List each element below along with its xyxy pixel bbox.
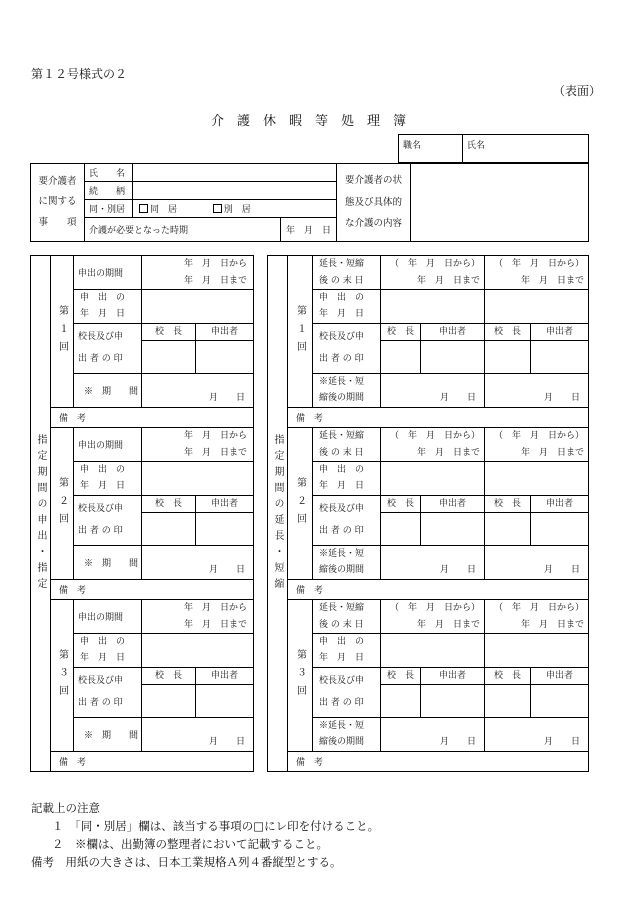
right-principal-seal-a-2[interactable]: 校 長 — [381, 496, 421, 546]
right-kome-label-3: ※延長・短 縮後の期間 — [313, 718, 381, 752]
left-date-label-3: 申 出 の 年 月 日 — [74, 634, 142, 668]
left-kome-label-1: ※ 期 間 — [74, 374, 142, 408]
job-field[interactable] — [399, 135, 463, 163]
right-remarks-3[interactable]: 備 考 — [288, 752, 589, 772]
right-applicant-seal-b-1[interactable]: 申出者 — [531, 324, 589, 374]
right-ext-b-1[interactable]: （ 年 月 日から） 年 月 日まで — [485, 256, 589, 290]
left-round-2: 第２回 — [51, 428, 74, 580]
right-principal-seal-b-3[interactable]: 校 長 — [485, 668, 531, 718]
separate-house-checkbox[interactable] — [213, 204, 222, 213]
right-vertical-title: 指定期間の延長・短縮 — [268, 256, 288, 772]
care-name-input[interactable] — [133, 164, 337, 182]
right-round-1: 第１回 — [288, 256, 313, 408]
left-kome-3[interactable]: 月 日 — [142, 718, 254, 752]
left-remarks-3[interactable]: 備 考 — [51, 752, 254, 772]
right-kome-a-1[interactable]: 月 日 — [381, 374, 485, 408]
care-start-date[interactable]: 年 月 日 — [281, 218, 337, 242]
right-remarks-1[interactable]: 備 考 — [288, 408, 589, 428]
right-applicant-seal-a-1[interactable]: 申出者 — [421, 324, 485, 374]
right-ext-b-2[interactable]: （ 年 月 日から） 年 月 日まで — [485, 428, 589, 462]
left-designation-table — [30, 255, 254, 772]
right-date-b-1[interactable] — [485, 290, 589, 324]
right-date-label-1: 申 出 の 年 月 日 — [313, 290, 381, 324]
right-date-b-2[interactable] — [485, 462, 589, 496]
right-applicant-seal-a-2[interactable]: 申出者 — [421, 496, 485, 546]
right-seal-label-2: 校長及び申 出 者 の 印 — [313, 496, 381, 546]
right-ext-b-3[interactable]: （ 年 月 日から） 年 月 日まで — [485, 600, 589, 634]
left-period-3[interactable]: 年 月 日から 年 月 日まで — [142, 600, 254, 634]
left-principal-seal-1[interactable]: 校 長 — [142, 324, 196, 374]
right-date-a-3[interactable] — [381, 634, 485, 668]
job-label: 職名 — [403, 141, 422, 151]
right-kome-b-3[interactable]: 月 日 — [485, 718, 589, 752]
left-date-label-1: 申 出 の 年 月 日 — [74, 290, 142, 324]
right-kome-label-1: ※延長・短 縮後の期間 — [313, 374, 381, 408]
right-applicant-seal-b-3[interactable]: 申出者 — [531, 668, 589, 718]
relation-row-label: 続 柄 — [85, 182, 133, 200]
right-ext-label-3: 延長・短縮 後 の 末 日 — [313, 600, 381, 634]
job-name-table — [398, 134, 589, 163]
left-period-1[interactable]: 年 月 日から 年 月 日まで — [142, 256, 254, 290]
left-date-2[interactable] — [142, 462, 254, 496]
notes-heading: 記載上の注意 — [31, 801, 100, 815]
left-remarks-1[interactable]: 備 考 — [51, 408, 254, 428]
left-round-3: 第３回 — [51, 600, 74, 752]
right-kome-a-2[interactable]: 月 日 — [381, 546, 485, 580]
right-kome-a-3[interactable]: 月 日 — [381, 718, 485, 752]
right-principal-seal-a-3[interactable]: 校 長 — [381, 668, 421, 718]
care-group-label: 要介護者 に関する 事 項 — [31, 164, 85, 242]
left-seal-label-1: 校長及び申 出 者 の 印 — [74, 324, 142, 374]
right-seal-label-3: 校長及び申 出 者 の 印 — [313, 668, 381, 718]
right-principal-seal-b-2[interactable]: 校 長 — [485, 496, 531, 546]
note-remark: 備考 用紙の大きさは、日本工業規格Ａ列４番縦型とする。 — [31, 855, 342, 869]
right-date-label-3: 申 出 の 年 月 日 — [313, 634, 381, 668]
left-principal-seal-2[interactable]: 校 長 — [142, 496, 196, 546]
left-kome-1[interactable]: 月 日 — [142, 374, 254, 408]
left-kome-label-3: ※ 期 間 — [74, 718, 142, 752]
left-period-label-2: 申出の期間 — [74, 428, 142, 462]
left-period-label-1: 申出の期間 — [74, 256, 142, 290]
left-round-1: 第１回 — [51, 256, 74, 408]
note-item-2: ２ ※欄は、出勤簿の整理者において記載すること。 — [52, 837, 328, 851]
separate-house-label: 別 居 — [223, 205, 251, 215]
left-seal-label-2: 校長及び申 出 者 の 印 — [74, 496, 142, 546]
same-house-label: 同 居 — [150, 205, 178, 215]
condition-label: 要介護者の状 態及び具体的 な介護の内容 — [337, 164, 411, 242]
right-date-b-3[interactable] — [485, 634, 589, 668]
right-round-2: 第２回 — [288, 428, 313, 580]
right-extension-table — [267, 255, 589, 772]
name-row-label: 氏 名 — [85, 164, 133, 182]
left-date-3[interactable] — [142, 634, 254, 668]
left-date-1[interactable] — [142, 290, 254, 324]
left-applicant-seal-1[interactable]: 申出者 — [196, 324, 254, 374]
left-vertical-title: 指定期間の申出・指定 — [31, 256, 51, 772]
right-date-a-2[interactable] — [381, 462, 485, 496]
care-start-label: 介護が必要となった時期 — [85, 218, 281, 242]
left-applicant-seal-3[interactable]: 申出者 — [196, 668, 254, 718]
name-label: 氏名 — [467, 141, 486, 151]
left-kome-label-2: ※ 期 間 — [74, 546, 142, 580]
name-field[interactable] — [463, 135, 589, 163]
right-date-label-2: 申 出 の 年 月 日 — [313, 462, 381, 496]
left-seal-label-3: 校長及び申 出 者 の 印 — [74, 668, 142, 718]
residence-row-label: 同・別居 — [85, 200, 133, 218]
right-seal-label-1: 校長及び申 出 者 の 印 — [313, 324, 381, 374]
right-ext-a-2[interactable]: （ 年 月 日から） 年 月 日まで — [381, 428, 485, 462]
care-table — [30, 163, 589, 242]
left-period-2[interactable]: 年 月 日から 年 月 日まで — [142, 428, 254, 462]
side-label: （表面） — [553, 84, 602, 98]
right-remarks-2[interactable]: 備 考 — [288, 580, 589, 600]
right-date-a-1[interactable] — [381, 290, 485, 324]
same-house-checkbox[interactable] — [139, 204, 148, 213]
note-item-1: １ 「同・別居」欄は、該当する事項の□にレ印を付けること。 — [52, 819, 380, 833]
right-ext-label-2: 延長・短縮 後 の 末 日 — [313, 428, 381, 462]
page-title: 介 護 休 暇 等 処 理 簿 — [211, 114, 407, 129]
left-date-label-2: 申 出 の 年 月 日 — [74, 462, 142, 496]
condition-input[interactable] — [411, 164, 589, 242]
right-ext-a-1[interactable]: （ 年 月 日から） 年 月 日まで — [381, 256, 485, 290]
left-period-label-3: 申出の期間 — [74, 600, 142, 634]
left-kome-2[interactable]: 月 日 — [142, 546, 254, 580]
left-remarks-2[interactable]: 備 考 — [51, 580, 254, 600]
relation-input[interactable] — [133, 182, 337, 200]
right-round-3: 第３回 — [288, 600, 313, 752]
right-ext-a-3[interactable]: （ 年 月 日から） 年 月 日まで — [381, 600, 485, 634]
right-applicant-seal-a-3[interactable]: 申出者 — [421, 668, 485, 718]
left-applicant-seal-2[interactable]: 申出者 — [196, 496, 254, 546]
right-principal-seal-b-1[interactable]: 校 長 — [485, 324, 531, 374]
left-principal-seal-3[interactable]: 校 長 — [142, 668, 196, 718]
right-principal-seal-a-1[interactable]: 校 長 — [381, 324, 421, 374]
right-kome-b-2[interactable]: 月 日 — [485, 546, 589, 580]
right-ext-label-1: 延長・短縮 後 の 末 日 — [313, 256, 381, 290]
right-applicant-seal-b-2[interactable]: 申出者 — [531, 496, 589, 546]
form-number: 第１２号様式の２ — [31, 67, 128, 81]
right-kome-b-1[interactable]: 月 日 — [485, 374, 589, 408]
right-kome-label-2: ※延長・短 縮後の期間 — [313, 546, 381, 580]
